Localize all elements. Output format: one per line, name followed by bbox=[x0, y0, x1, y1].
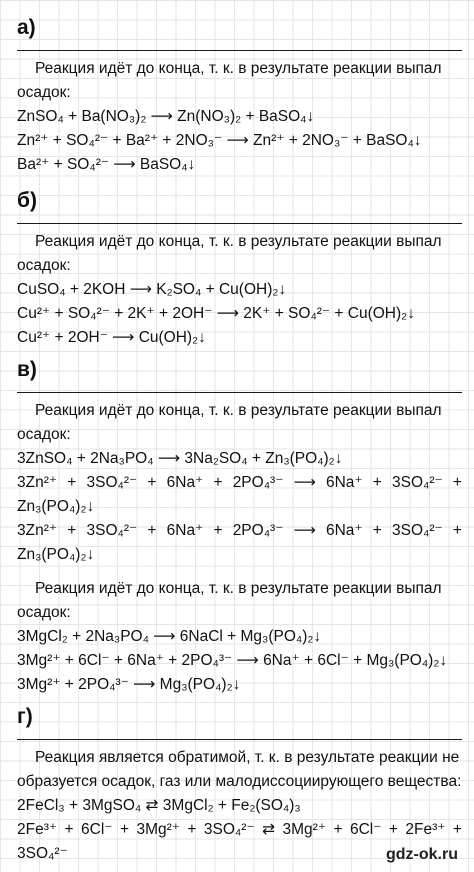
term: 6Na⁺ bbox=[325, 522, 363, 539]
full-ionic-equation: Cu²⁺ + SO₄²⁻ + 2K⁺ + 2OH⁻ ⟶ 2K⁺ + SO₄²⁻ + Cu(OH)₂↓ bbox=[17, 305, 415, 322]
section-label: а) bbox=[17, 16, 36, 39]
short-ionic-equation: Ba²⁺ + SO₄²⁻ ⟶ BaSO₄↓ bbox=[17, 156, 196, 173]
short-ionic-equation: Cu²⁺ + 2OH⁻ ⟶ Cu(OH)₂↓ bbox=[17, 329, 206, 346]
molecular-equation: ZnSO₄ + Ba(NO₃)₂ ⟶ Zn(NO₃)₂ + BaSO₄↓ bbox=[17, 108, 315, 125]
full-ionic-equation-2: 3Mg²⁺ + 6Cl⁻ + 6Na⁺ + 2PO₄³⁻ ⟶ 6Na⁺ + 6Cl⁻ + Mg₃(PO₄)₂↓ bbox=[17, 652, 448, 669]
explanation-text: Реакция идёт до конца, т. к. в результате реакции выпал осадок: bbox=[17, 402, 442, 443]
term: + bbox=[452, 474, 462, 491]
term: 3SO₄²⁻ bbox=[86, 522, 138, 539]
short-ionic-equation-cont: Zn₃(PO₄)₂↓ bbox=[17, 546, 95, 563]
term: 6Na⁺ bbox=[166, 522, 204, 539]
section-label: г) bbox=[17, 705, 33, 728]
full-ionic-equation-cont: Zn₃(PO₄)₂↓ bbox=[17, 498, 95, 515]
explanation-text: Реакция является обратимой, т. к. в результате реакции не образуется осадок, газ или малодиссоциирующего вещества: bbox=[17, 749, 462, 790]
term: 6Cl⁻ bbox=[349, 821, 382, 838]
term: 2PO₄³⁻ bbox=[232, 474, 284, 491]
divider bbox=[17, 739, 462, 740]
term: + bbox=[119, 821, 129, 838]
term: 6Cl⁻ bbox=[81, 821, 113, 838]
term: + bbox=[452, 821, 462, 838]
site-watermark: gdz-ok.ru bbox=[386, 846, 458, 863]
section-v bbox=[17, 358, 462, 697]
term: 2Fe³⁺ bbox=[17, 821, 58, 838]
section-b bbox=[17, 189, 462, 350]
full-ionic-equation bbox=[17, 818, 462, 842]
term: 6Na⁺ bbox=[166, 474, 204, 491]
term: 2PO₄³⁻ bbox=[232, 522, 284, 539]
term: 2Fe³⁺ bbox=[405, 821, 446, 838]
term: 3SO₄²⁻ bbox=[203, 821, 255, 838]
term: 3SO₄²⁻ bbox=[86, 474, 138, 491]
molecular-equation-2: 3MgCl₂ + 2Na₃PO₄ ⟶ 6NaCl + Mg₃(PO₄)₂↓ bbox=[17, 628, 322, 645]
molecular-equation: CuSO₄ + 2KOH ⟶ K₂SO₄ + Cu(OH)₂↓ bbox=[17, 281, 287, 298]
term: 3Zn²⁺ bbox=[17, 474, 58, 491]
term: + bbox=[147, 474, 157, 491]
full-ionic-equation-cont: 3SO₄²⁻ bbox=[17, 845, 68, 862]
term: + bbox=[452, 522, 462, 539]
term: + bbox=[388, 821, 398, 838]
term: + bbox=[372, 522, 382, 539]
term: + bbox=[147, 522, 157, 539]
explanation-text-2: Реакция идёт до конца, т. к. в результате реакции выпал осадок: bbox=[17, 580, 442, 621]
section-g bbox=[17, 705, 462, 866]
short-ionic-equation-2: 3Mg²⁺ + 2PO₄³⁻ ⟶ Mg₃(PO₄)₂↓ bbox=[17, 676, 241, 693]
molecular-equation: 3ZnSO₄ + 2Na₃PO₄ ⟶ 3Na₂SO₄ + Zn₃(PO₄)₂↓ bbox=[17, 450, 343, 467]
explanation-text: Реакция идёт до конца, т. к. в результате реакции выпал осадок: bbox=[17, 233, 442, 274]
short-ionic-equation bbox=[17, 519, 462, 543]
term: + bbox=[333, 821, 343, 838]
term: + bbox=[213, 474, 223, 491]
term: + bbox=[67, 522, 77, 539]
term: ⟶ bbox=[293, 474, 316, 491]
term: 3SO₄²⁻ bbox=[392, 474, 443, 491]
section-label: б) bbox=[17, 189, 37, 212]
term: 3SO₄²⁻ bbox=[392, 522, 443, 539]
divider bbox=[17, 392, 462, 393]
term: 6Na⁺ bbox=[325, 474, 363, 491]
term: 3Mg²⁺ bbox=[136, 821, 180, 838]
term: + bbox=[64, 821, 74, 838]
divider bbox=[17, 223, 462, 224]
term: ⇄ bbox=[262, 821, 276, 838]
term: 3Zn²⁺ bbox=[17, 522, 58, 539]
term: + bbox=[213, 522, 223, 539]
term: 3Mg²⁺ bbox=[282, 821, 327, 838]
explanation-text: Реакция идёт до конца, т. к. в результате реакции выпал осадок: bbox=[17, 60, 442, 101]
molecular-equation: 2FeCl₃ + 3MgSO₄ ⇄ 3MgCl₂ + Fe₂(SO₄)₃ bbox=[17, 797, 301, 814]
full-ionic-equation bbox=[17, 471, 462, 495]
term: + bbox=[187, 821, 197, 838]
full-ionic-equation: Zn²⁺ + SO₄²⁻ + Ba²⁺ + 2NO₃⁻ ⟶ Zn²⁺ + 2NO₃⁻ + BaSO₄↓ bbox=[17, 132, 422, 149]
divider bbox=[17, 50, 462, 51]
term: + bbox=[372, 474, 382, 491]
term: ⟶ bbox=[293, 522, 316, 539]
term: + bbox=[67, 474, 77, 491]
section-label: в) bbox=[17, 358, 37, 381]
section-a bbox=[17, 16, 462, 177]
